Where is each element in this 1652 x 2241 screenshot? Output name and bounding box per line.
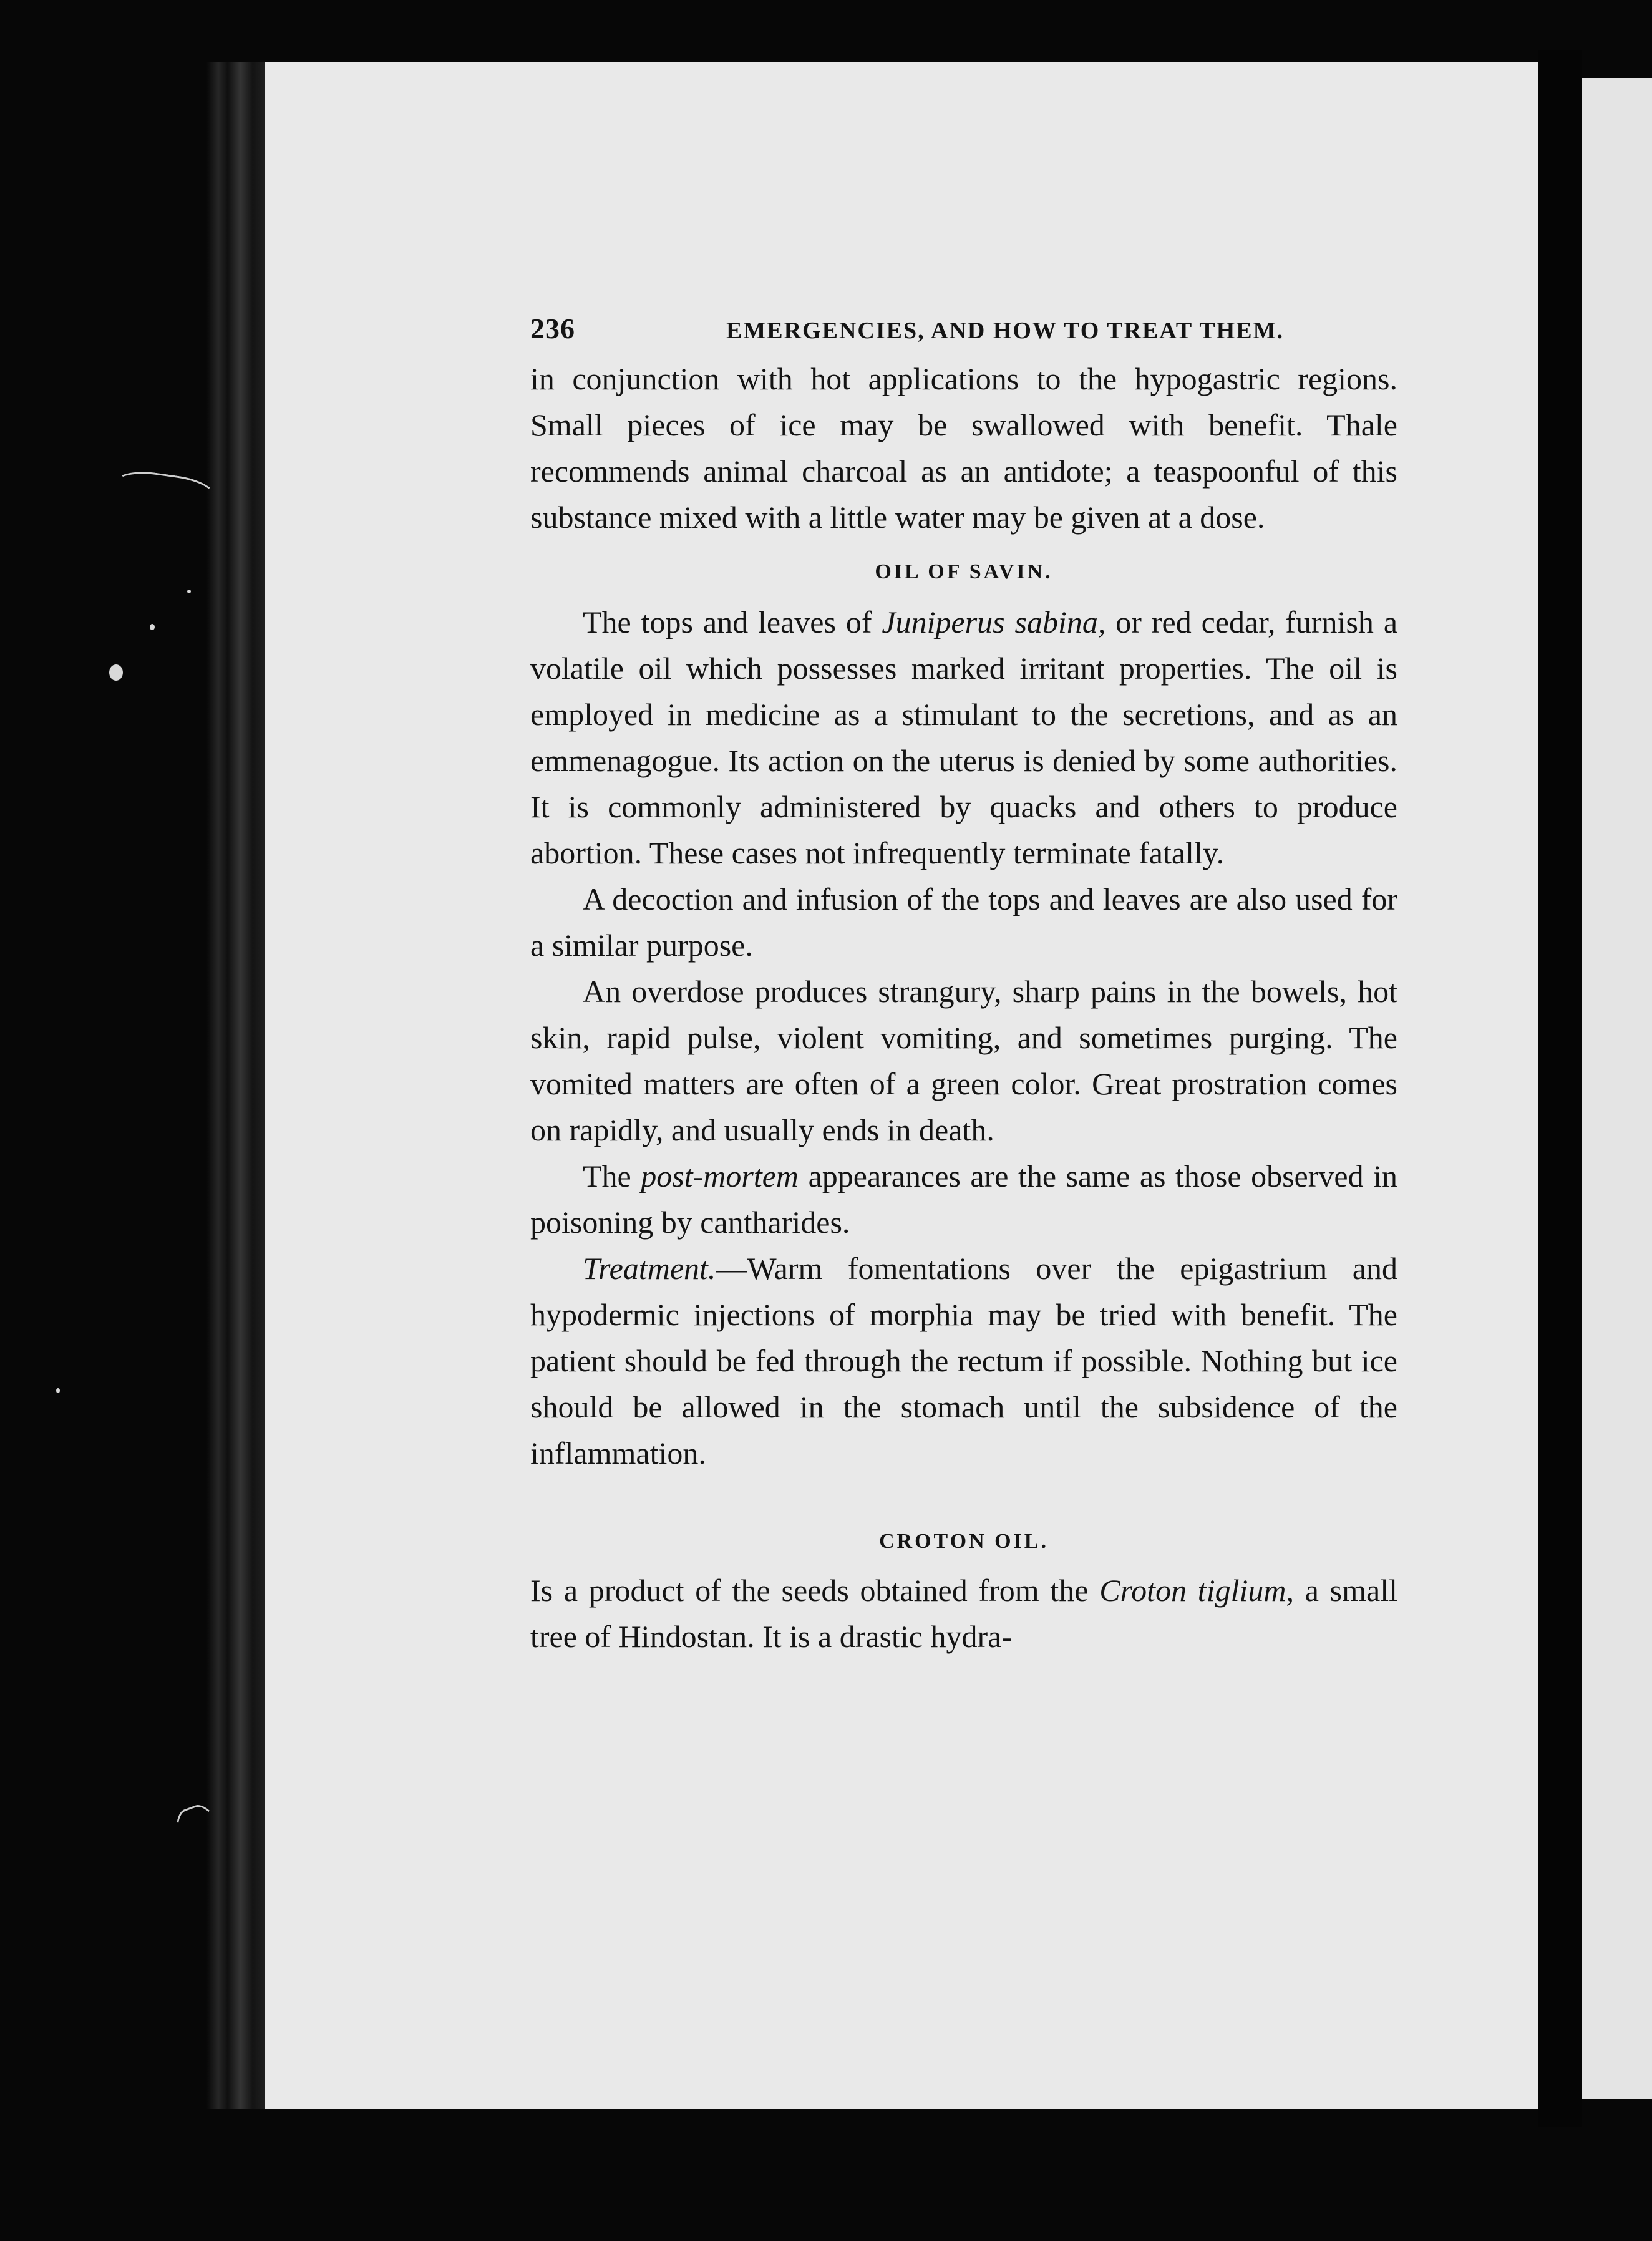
scan-speck bbox=[150, 624, 155, 630]
text-run: or red cedar, furnish a volatile oil which possesses marked irritant properties. The oil is employed in medicine as a stimulant to the secretions, and as an emmenagogue. Its action on the uterus is denied by some authorities. It is commonly administered by quacks and others to produce abortion. These cases not infrequently terminate fatally. bbox=[530, 605, 1398, 870]
text-run: The bbox=[583, 1159, 641, 1193]
italic-species-name: Juniperus sabina, bbox=[882, 605, 1106, 639]
scan-speck bbox=[56, 1388, 60, 1393]
book-gutter bbox=[1538, 50, 1582, 2127]
paragraph-savin-source bbox=[530, 599, 1397, 876]
page-edge-shadow bbox=[206, 62, 268, 2109]
text-run: a small tree of Hindostan. It is a drastic hydra- bbox=[530, 1573, 1397, 1654]
page-text bbox=[530, 306, 1397, 1660]
page-number: 236 bbox=[530, 313, 575, 344]
italic-species-name: Croton tiglium, bbox=[1099, 1573, 1294, 1608]
text-run: —Warm fomentations over the epigastrium and hypodermic injections of morphia may be tried with benefit. The patient should be fed through the rectum if possible. Nothing but ice should be allowed in the stomach until the subsidence of the inflammation. bbox=[530, 1251, 1397, 1471]
running-head bbox=[530, 306, 1397, 356]
section-heading-oil-of-savin: OIL OF SAVIN. bbox=[875, 560, 1053, 583]
facing-page-edge bbox=[1582, 78, 1652, 2099]
text-run: The tops and leaves of bbox=[583, 605, 882, 639]
section-heading-croton-oil: CROTON OIL. bbox=[879, 1530, 1049, 1553]
paragraph-savin-post-mortem bbox=[530, 1153, 1397, 1245]
italic-term: post-mortem bbox=[641, 1159, 799, 1193]
scan-speck bbox=[187, 590, 191, 593]
paragraph-croton-source bbox=[530, 1567, 1397, 1660]
paragraph-continued: in conjunction with hot applications to the hypogastric regions. Small pieces of ice may be swallowed with benefit. Thale recommends animal charcoal as an antidote; a teaspoonful of this substance mixed with a little water may be given at a dose. bbox=[530, 361, 1397, 535]
italic-treatment-label: Treatment. bbox=[583, 1251, 716, 1286]
text-run: Is a product of the seeds obtained from the bbox=[530, 1573, 1100, 1608]
paragraph-savin-decoction: A decoction and infusion of the tops and leaves are also used for a similar purpose. bbox=[530, 882, 1397, 963]
paragraph-savin-treatment bbox=[530, 1245, 1397, 1476]
scan-speck bbox=[109, 664, 123, 681]
paragraph-savin-overdose: An overdose produces strangury, sharp pains in the bowels, hot skin, rapid pulse, violent vomiting, and sometimes purging. The vomited matters are often of a green color. Great prostration comes on rapidly, and usually ends in death. bbox=[530, 974, 1397, 1147]
running-title: EMERGENCIES, AND HOW TO TREAT THEM. bbox=[726, 318, 1284, 344]
text-run: appearances are the same as those observed in poisoning by cantharides. bbox=[530, 1159, 1398, 1240]
